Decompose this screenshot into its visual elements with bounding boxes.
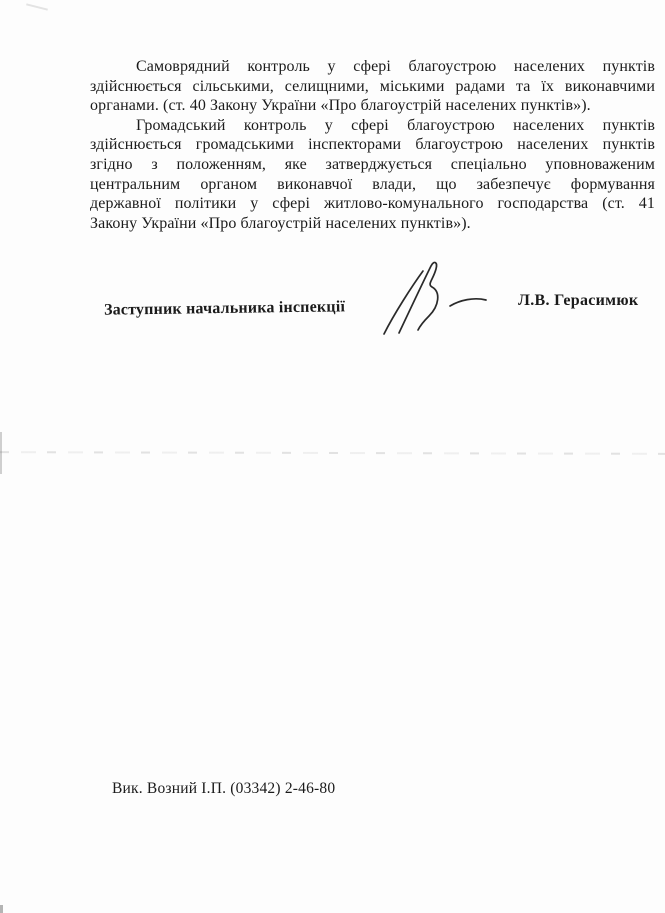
paragraph2-line5: державної політики у сфері житлово-комунального господарства (ст. 41 [90,195,655,213]
signer-name: Л.В. Герасимюк [518,292,639,309]
official-title: Заступник начальника інспекції [103,298,346,319]
handwritten-signature [378,256,508,346]
executor-contact-line: Вик. Возний І.П. (03342) 2-46-80 [112,780,336,797]
paragraph1-line3: органами. (ст. 40 Закону України «Про благоустрій населених пунктів»). [90,97,591,115]
paragraph2-line4: центральним органом виконавчої влади, що забезпечує формування [90,175,655,193]
scan-corner-speck [0,905,3,913]
scan-crease-line [0,451,665,455]
paragraph2-line1: Громадський контроль у сфері благоустрою населених пунктів [136,116,655,134]
paragraph2-line3: згідно з положенням, яке затверджується спеціально уповноваженим [90,155,655,173]
scan-edge-mark [0,432,2,474]
paragraph1-line2: здійснюється сільськими, селищними, міськими радами та їх виконавчими [90,77,655,95]
paragraph2-line6: Закону України «Про благоустрій населених пунктів»). [90,214,471,232]
paragraph1-line1: Самоврядний контроль у сфері благоустрою населених пунктів [136,58,655,75]
paragraph2-line2: здійснюється громадськими інспекторами благоустрою населених пунктів [90,136,655,154]
document-body [90,57,655,233]
scan-smudge-top-left [26,3,48,10]
